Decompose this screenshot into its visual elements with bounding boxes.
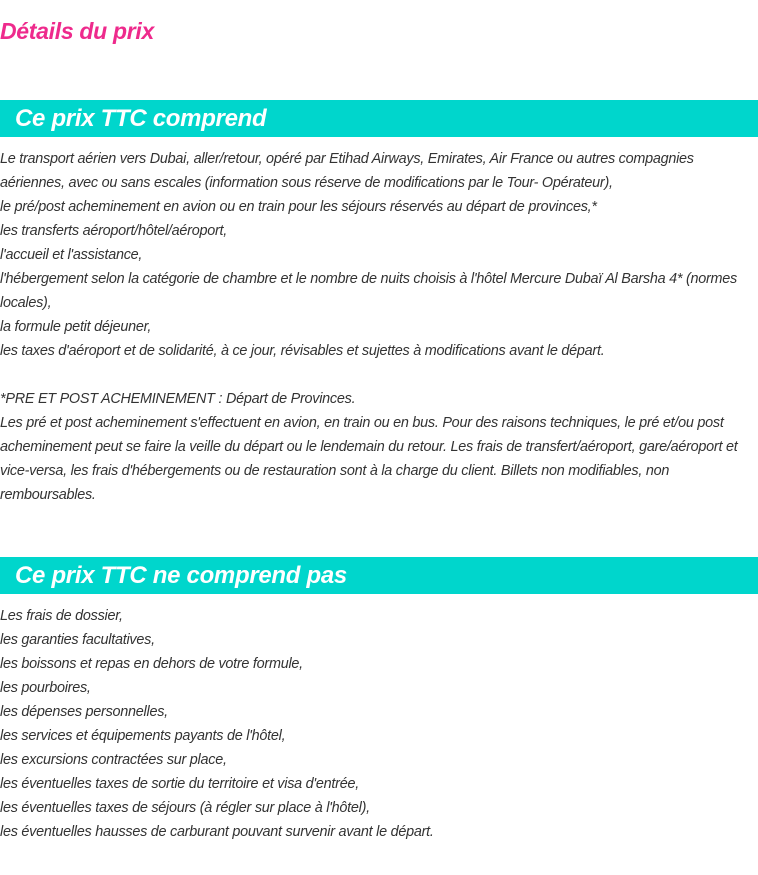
excluded-list: [0, 604, 758, 844]
included-item: Le transport aérien vers Dubai, aller/retour, opéré par Etihad Airways, Emirates, Air France ou autres compagnies aériennes, avec ou sans escales (information sous réserve de modifications par le Tour- Opérateur),: [0, 151, 694, 191]
note-text: Les pré et post acheminement s'effectuent en avion, en train ou en bus. Pour des raisons techniques, le pré et/ou post acheminement peut se faire la veille du départ ou le lendemain du retour. Les frais de transfert/aéroport, gare/aéroport et vice-versa, les frais d'hébergements ou de restauration sont à la charge du client. Billets non modifiables, non remboursables.: [0, 415, 738, 503]
excluded-item: les éventuelles taxes de séjours (à régler sur place à l'hôtel),: [0, 800, 370, 816]
excluded-item: les services et équipements payants de l'hôtel,: [0, 728, 286, 744]
pre-post-transfer-note: [0, 387, 758, 507]
included-section-header: Ce prix TTC comprend: [0, 100, 758, 137]
excluded-item: les éventuelles taxes de sortie du territoire et visa d'entrée,: [0, 776, 359, 792]
included-item: l'hébergement selon la catégorie de chambre et le nombre de nuits choisis à l'hôtel Mercure Dubaï Al Barsha 4* (normes locales),: [0, 271, 737, 311]
included-item: les taxes d'aéroport et de solidarité, à ce jour, révisables et sujettes à modifications avant le départ.: [0, 343, 605, 359]
excluded-item: Les frais de dossier,: [0, 608, 123, 624]
excluded-item: les garanties facultatives,: [0, 632, 155, 648]
page-title: Détails du prix: [0, 18, 154, 44]
included-item: la formule petit déjeuner,: [0, 319, 152, 335]
excluded-item: les dépenses personnelles,: [0, 704, 168, 720]
excluded-section-header: Ce prix TTC ne comprend pas: [0, 557, 758, 594]
excluded-item: les boissons et repas en dehors de votre formule,: [0, 656, 303, 672]
excluded-item: les éventuelles hausses de carburant pouvant survenir avant le départ.: [0, 824, 434, 840]
excluded-item: les excursions contractées sur place,: [0, 752, 227, 768]
included-item: le pré/post acheminement en avion ou en train pour les séjours réservés au départ de provinces,*: [0, 199, 597, 215]
included-item: l'accueil et l'assistance,: [0, 247, 143, 263]
note-title: *PRE ET POST ACHEMINEMENT : Départ de Provinces.: [0, 391, 356, 407]
included-item: les transferts aéroport/hôtel/aéroport,: [0, 223, 228, 239]
excluded-item: les pourboires,: [0, 680, 91, 696]
included-list: [0, 147, 758, 363]
